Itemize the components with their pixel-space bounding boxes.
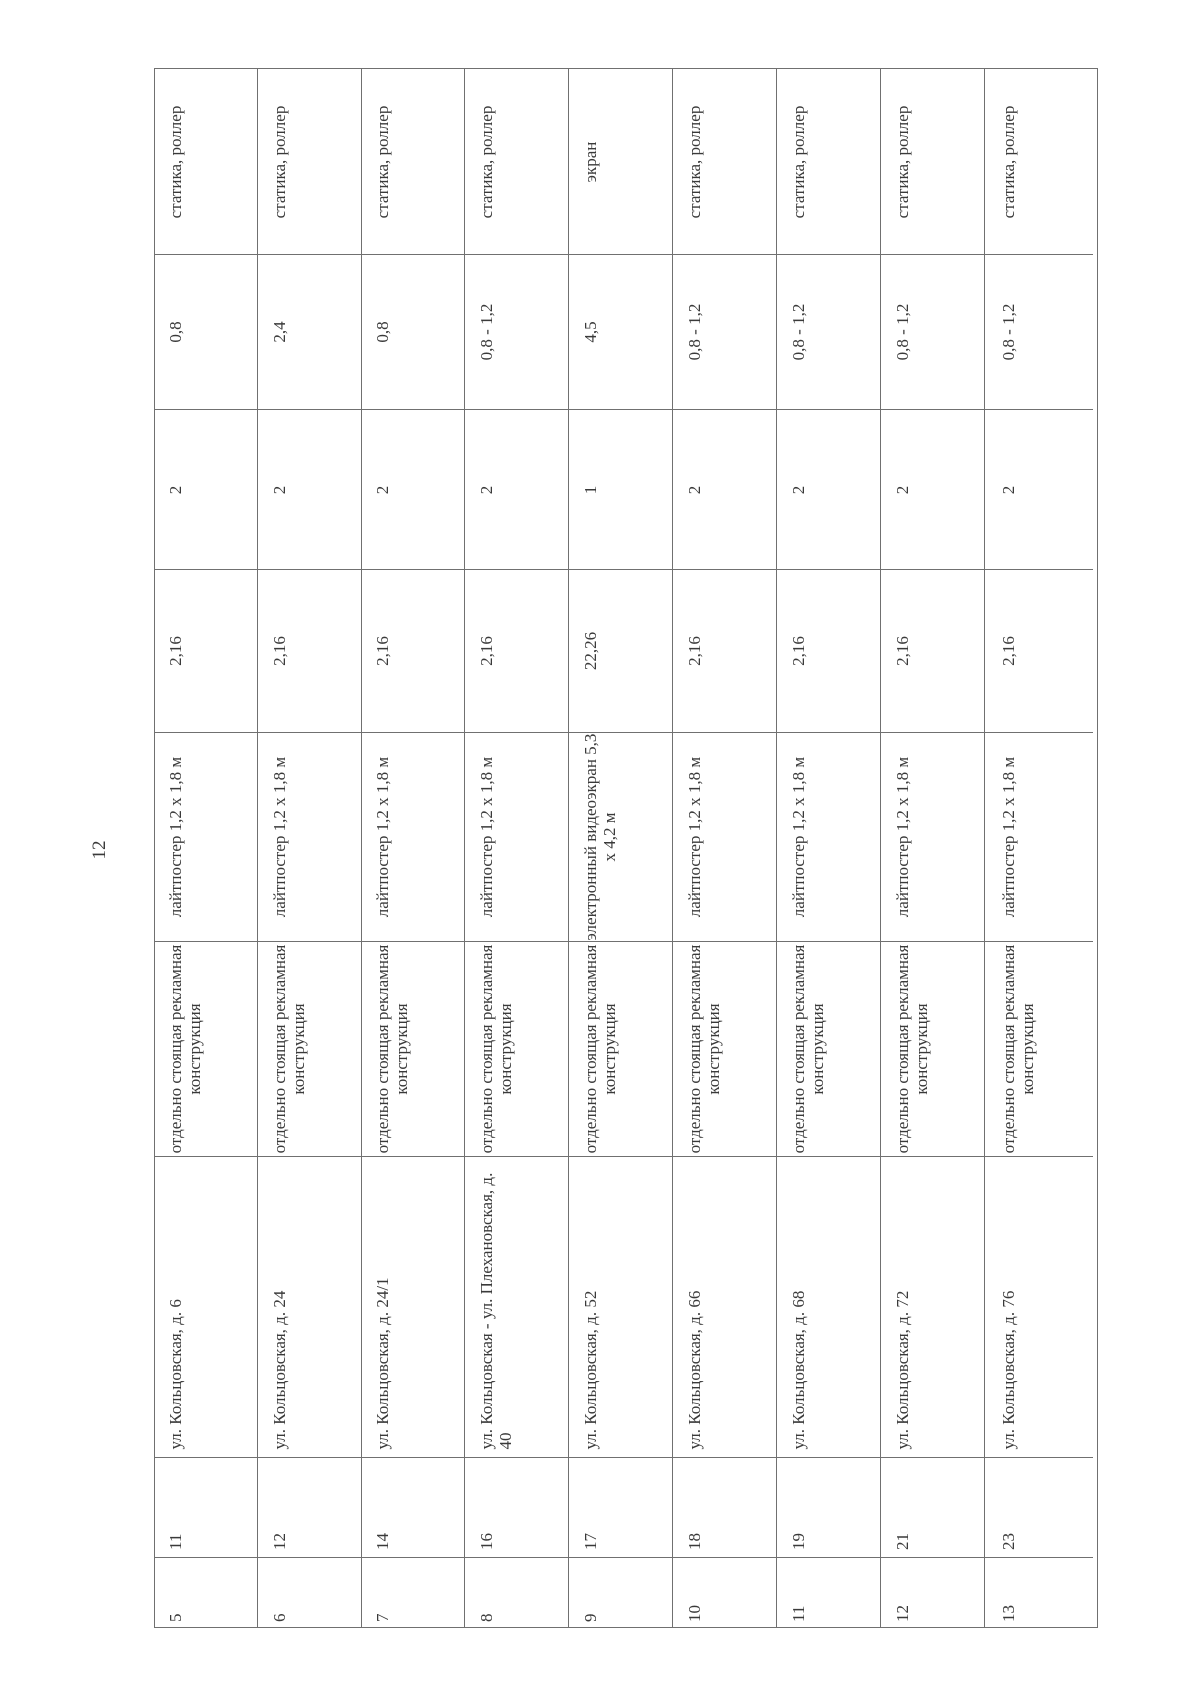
number-cell-text: 19 [788,1532,808,1550]
number-cell-text: 18 [684,1532,704,1550]
address-cell-text: ул. Кольцовская, д. 76 [999,1290,1018,1450]
status-cell [258,69,361,254]
index-cell-text: 7 [373,1613,392,1622]
status-cell [985,69,1093,254]
number-cell [362,1457,464,1557]
number-cell [985,1457,1093,1557]
area-cell-text: 2,16 [684,636,704,666]
address-cell-text: ул. Кольцовская, д. 6 [166,1299,185,1450]
area-cell [155,569,257,732]
type-cell-text: отдельно стоящая рекламная конструкция [373,944,411,1154]
area-cell [881,569,984,732]
status-cell-text: статика, роллер [269,105,289,218]
format-cell-text: электронный видеоэкран 5,3 х 4,2 м [580,733,619,941]
format-cell [465,732,568,941]
hours-cell-text: 0,8 - 1,2 [892,303,912,361]
number-cell [881,1457,984,1557]
area-cell-text: 2,16 [373,636,392,666]
type-cell-text: отдельно стоящая рекламная конструкция [580,944,619,1154]
index-cell-text: 10 [684,1604,704,1622]
hours-cell-text: 2,4 [269,321,289,343]
index-cell [881,1557,984,1629]
format-cell [569,732,672,941]
hours-cell [465,254,568,409]
table-row [777,69,881,1627]
status-cell [673,69,776,254]
hours-cell-text: 0,8 [166,321,185,343]
status-cell [155,69,257,254]
status-cell-text: статика, роллер [166,105,185,218]
table-row [155,69,258,1627]
number-cell-text: 11 [166,1533,185,1550]
format-cell-text: лайтпостер 1,2 х 1,8 м [166,756,185,918]
index-cell [673,1557,776,1629]
table-row [362,69,465,1627]
index-cell [777,1557,880,1629]
status-cell [569,69,672,254]
address-cell-text: ул. Кольцовская, д. 24 [269,1290,289,1450]
hours-cell [673,254,776,409]
type-cell [362,941,464,1156]
format-cell [673,732,776,941]
index-cell [362,1557,464,1629]
sides-cell [569,409,672,569]
format-cell-text: лайтпостер 1,2 х 1,8 м [999,756,1018,918]
address-cell [362,1156,464,1457]
hours-cell-text: 0,8 - 1,2 [999,303,1018,361]
placement-table [154,68,1098,1628]
number-cell-text: 21 [892,1532,912,1550]
format-cell-text: лайтпостер 1,2 х 1,8 м [269,756,289,918]
format-cell-text: лайтпостер 1,2 х 1,8 м [684,756,704,918]
sides-cell [465,409,568,569]
number-cell [569,1457,672,1557]
index-cell [258,1557,361,1629]
address-cell [673,1156,776,1457]
table-row [258,69,362,1627]
type-cell [985,941,1093,1156]
area-cell [258,569,361,732]
index-cell-text: 12 [892,1604,912,1622]
hours-cell [258,254,361,409]
sides-cell-text: 2 [166,485,185,494]
address-cell [985,1156,1093,1457]
hours-cell-text: 0,8 - 1,2 [684,303,704,361]
number-cell [465,1457,568,1557]
format-cell [362,732,464,941]
type-cell-text: отдельно стоящая рекламная конструкция [476,944,515,1154]
status-cell-text: статика, роллер [684,105,704,218]
number-cell [258,1457,361,1557]
format-cell [881,732,984,941]
area-cell-text: 2,16 [892,636,912,666]
format-cell-text: лайтпостер 1,2 х 1,8 м [892,756,912,918]
format-cell [777,732,880,941]
area-cell [985,569,1093,732]
address-cell [258,1156,361,1457]
status-cell [362,69,464,254]
hours-cell [881,254,984,409]
index-cell [465,1557,568,1629]
status-cell-text: статика, роллер [476,105,496,218]
hours-cell-text: 4,5 [580,321,600,343]
sides-cell [777,409,880,569]
index-cell [155,1557,257,1629]
table-row [569,69,673,1627]
sides-cell-text: 2 [476,485,496,494]
area-cell-text: 22,26 [580,631,600,671]
format-cell-text: лайтпостер 1,2 х 1,8 м [788,756,808,918]
address-cell [777,1156,880,1457]
status-cell [881,69,984,254]
index-cell [985,1557,1093,1629]
address-cell [569,1156,672,1457]
area-cell-text: 2,16 [788,636,808,666]
format-cell-text: лайтпостер 1,2 х 1,8 м [476,756,496,918]
area-cell-text: 2,16 [166,636,185,666]
address-cell-text: ул. Кольцовская - ул. Плехановская, д. 40 [476,1172,515,1450]
area-cell [673,569,776,732]
sides-cell-text: 2 [373,485,392,494]
sides-cell [673,409,776,569]
address-cell [881,1156,984,1457]
format-cell [258,732,361,941]
type-cell-text: отдельно стоящая рекламная конструкция [999,944,1037,1154]
sides-cell-text: 2 [684,485,704,494]
sides-cell [155,409,257,569]
area-cell-text: 2,16 [476,636,496,666]
table-row [465,69,569,1627]
sides-cell [362,409,464,569]
number-cell [673,1457,776,1557]
hours-cell-text: 0,8 - 1,2 [788,303,808,361]
address-cell [155,1156,257,1457]
status-cell [465,69,568,254]
format-cell [155,732,257,941]
type-cell [881,941,984,1156]
address-cell-text: ул. Кольцовская, д. 66 [684,1290,704,1450]
status-cell-text: статика, роллер [892,105,912,218]
format-cell-text: лайтпостер 1,2 х 1,8 м [373,756,392,918]
hours-cell [985,254,1093,409]
sides-cell-text: 2 [892,485,912,494]
number-cell-text: 23 [999,1532,1018,1550]
area-cell [569,569,672,732]
area-cell [362,569,464,732]
number-cell-text: 17 [580,1532,600,1550]
hours-cell [777,254,880,409]
status-cell [777,69,880,254]
hours-cell [155,254,257,409]
area-cell [465,569,568,732]
index-cell-text: 5 [166,1613,185,1622]
table-row [673,69,777,1627]
type-cell [777,941,880,1156]
area-cell-text: 2,16 [269,636,289,666]
status-cell-text: статика, роллер [788,105,808,218]
area-cell-text: 2,16 [999,636,1018,666]
status-cell-text: статика, роллер [373,105,392,218]
sides-cell [258,409,361,569]
table-row [985,69,1093,1627]
type-cell-text: отдельно стоящая рекламная конструкция [892,944,931,1154]
number-cell-text: 16 [476,1532,496,1550]
address-cell-text: ул. Кольцовская, д. 24/1 [373,1277,392,1450]
number-cell [155,1457,257,1557]
type-cell-text: отдельно стоящая рекламная конструкция [166,944,204,1154]
hours-cell-text: 0,8 [373,321,392,343]
number-cell [777,1457,880,1557]
index-cell-text: 6 [269,1613,289,1622]
index-cell-text: 9 [580,1613,600,1622]
address-cell-text: ул. Кольцовская, д. 52 [580,1290,600,1450]
type-cell [569,941,672,1156]
type-cell [258,941,361,1156]
sides-cell-text: 2 [999,485,1018,494]
sides-cell [985,409,1093,569]
sides-cell [881,409,984,569]
number-cell-text: 12 [269,1532,289,1550]
type-cell-text: отдельно стоящая рекламная конструкция [269,944,308,1154]
hours-cell [362,254,464,409]
hours-cell-text: 0,8 - 1,2 [476,303,496,361]
table-row [881,69,985,1627]
number-cell-text: 14 [373,1532,392,1550]
address-cell [465,1156,568,1457]
hours-cell [569,254,672,409]
area-cell [777,569,880,732]
status-cell-text: статика, роллер [999,105,1018,218]
page-number: 12 [89,840,110,860]
status-cell-text: экран [580,141,600,182]
sides-cell-text: 2 [788,485,808,494]
type-cell [673,941,776,1156]
index-cell [569,1557,672,1629]
format-cell [985,732,1093,941]
sides-cell-text: 1 [580,485,600,494]
type-cell [465,941,568,1156]
address-cell-text: ул. Кольцовская, д. 68 [788,1290,808,1450]
sides-cell-text: 2 [269,485,289,494]
type-cell-text: отдельно стоящая рекламная конструкция [788,944,827,1154]
index-cell-text: 11 [788,1605,808,1622]
type-cell-text: отдельно стоящая рекламная конструкция [684,944,723,1154]
index-cell-text: 8 [476,1613,496,1622]
index-cell-text: 13 [999,1604,1018,1622]
type-cell [155,941,257,1156]
address-cell-text: ул. Кольцовская, д. 72 [892,1290,912,1450]
